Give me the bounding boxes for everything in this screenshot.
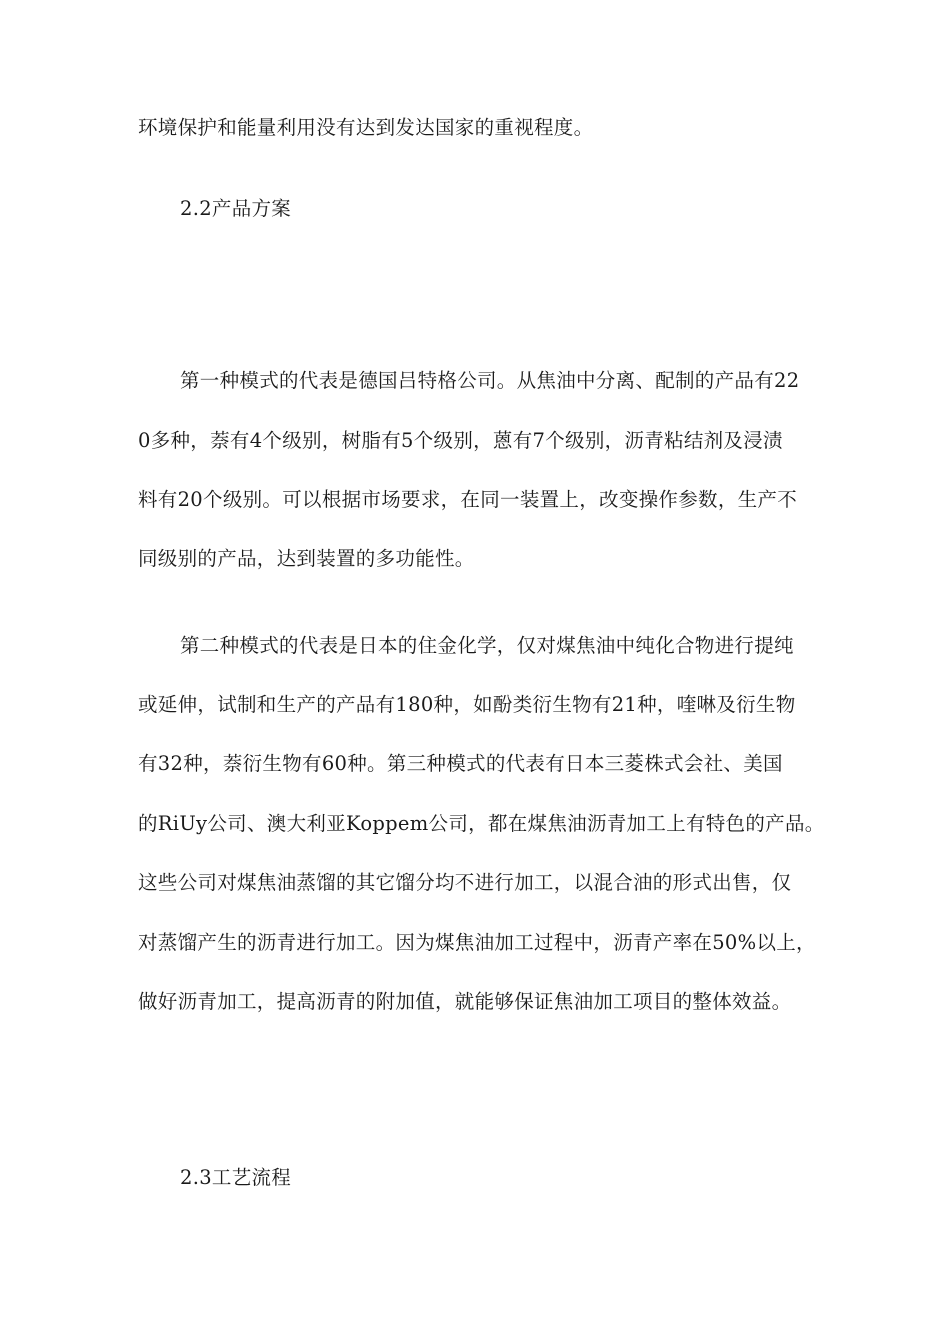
paragraph-2-line: 做好沥青加工，提高沥青的附加值，就能够保证焦油加工项目的整体效益。 — [138, 990, 792, 1013]
paragraph-1-line: 0多种，萘有4个级别，树脂有5个级别，蒽有7个级别，沥青粘结剂及浸渍 — [138, 429, 783, 452]
paragraph-2-line: 第二种模式的代表是日本的住金化学，仅对煤焦油中纯化合物进行提纯 — [180, 634, 794, 657]
paragraph-2-line: 对蒸馏产生的沥青进行加工。因为煤焦油加工过程中，沥青产率在50%以上， — [138, 931, 816, 954]
section-heading-2-2: 2.2产品方案 — [180, 197, 292, 220]
paragraph-2-line: 这些公司对煤焦油蒸馏的其它馏分均不进行加工，以混合油的形式出售，仅 — [138, 871, 792, 894]
paragraph-2-line: 有32种，萘衍生物有60种。第三种模式的代表有日本三菱株式会社、美国 — [138, 752, 783, 775]
paragraph-1-line: 料有20个级别。可以根据市场要求，在同一装置上，改变操作参数，生产不 — [138, 488, 798, 511]
paragraph-1-line: 第一种模式的代表是德国吕特格公司。从焦油中分离、配制的产品有22 — [180, 369, 800, 392]
paragraph-2-line: 或延伸，试制和生产的产品有180种，如酚类衍生物有21种，喹啉及衍生物 — [138, 693, 796, 716]
section-heading-2-3: 2.3工艺流程 — [180, 1166, 292, 1189]
paragraph-1-line: 同级别的产品，达到装置的多功能性。 — [138, 547, 475, 570]
paragraph-2-line: 的RiUy公司、澳大利亚Koppem公司，都在煤焦油沥青加工上有特色的产品。 — [138, 812, 825, 835]
intro-text-line: 环境保护和能量利用没有达到发达国家的重视程度。 — [138, 116, 594, 139]
